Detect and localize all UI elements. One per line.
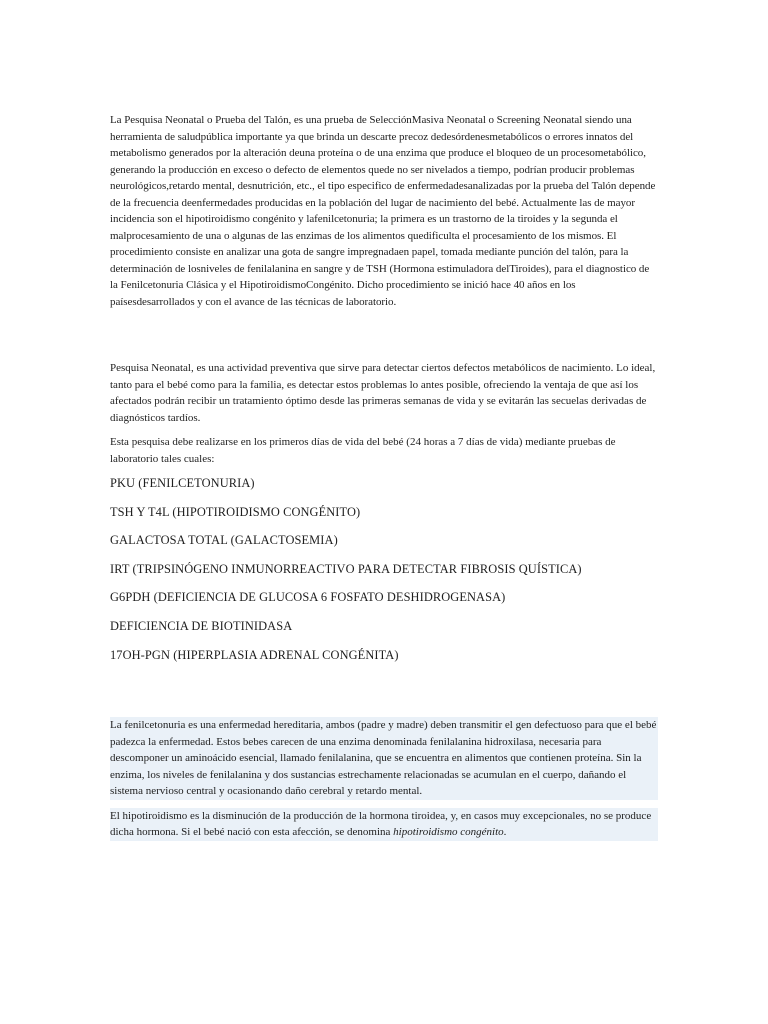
test-item-galactosa: GALACTOSA TOTAL (GALACTOSEMIA) — [110, 533, 338, 548]
test-item-tsh: TSH Y T4L (HIPOTIROIDISMO CONGÉNITO) — [110, 504, 361, 519]
timing-paragraph: Esta pesquisa debe realizarse en los primeros días de vida del bebé (24 horas a 7 días de vida) mediante pruebas de laboratorio tales cuales: — [110, 436, 616, 465]
test-item-pku: PKU (FENILCETONURIA) — [110, 476, 255, 490]
fenilcetonuria-paragraph: La fenilcetonuria es una enfermedad hereditaria, ambos (padre y madre) deben transmitir el gen defectuoso para que el bebé padezca la enfermedad. Estos bebes carecen de una enzima denominada fenilalanina hidroxilasa, necesaria para descomponer un aminoácido esencial, llamado fenilalanina, que se encuentra en alimentos que contienen proteína. Sin la enzima, los niveles de fenilalanina y dos sustancias estrechamente relacionadas se acumulan en el cuerpo, dañando el sistema nervioso central y ocasionando daño cerebral y retardo mental. — [110, 717, 658, 800]
hipotiroidismo-text: El hipotiroidismo es la disminución de la producción de la hormona tiroidea, y, en casos muy excepcionales, no se produce dicha hormona. Si el bebé nació con esta afección, se denomina — [110, 809, 652, 839]
document-page — [110, 112, 658, 841]
test-item-g6pdh: G6PDH (DEFICIENCIA DE GLUCOSA 6 FOSFATO DESHIDROGENASA) — [110, 590, 506, 605]
pesquisa-paragraph: Pesquisa Neonatal, es una actividad preventiva que sirve para detectar ciertos defectos metabólicos de nacimiento. Lo ideal, tanto para el bebé como para la familia, es detectar estos problemas lo antes posible, ofreciendo la ventaja de que así los afectados podrán recibir un tratamiento óptimo desde las primeras semanas de vida y se evitarán las secuelas derivadas de diagnósticos tardíos. — [110, 362, 656, 424]
hipotiroidismo-end: . — [503, 826, 507, 839]
hipotiroidismo-term: hipotiroidismo congénito — [393, 826, 504, 839]
highlighted-section — [108, 717, 658, 841]
test-item-biotinidasa: DEFICIENCIA DE BIOTINIDASA — [110, 618, 293, 633]
intro-paragraph: La Pesquisa Neonatal o Prueba del Talón, es una prueba de SelecciónMasiva Neonatal o Screening Neonatal siendo una herramienta de saludpública importante ya que brinda un descarte precoz dedesórdenesmetabólicos o errores innatos del metabolismo generados por la alteración deuna proteína o de una enzima que produce el bloqueo de un procesometabólico, generando la producción en exceso o defecto de elementos quede no ser nivelados a tiempo, podrían producir problemas neurológicos,retardo mental, desnutrición, etc., el tipo especifico de enfermedadesanalizadas por la prueba del Talón depende de la frecuencia deenfermedades producidas en la población del lugar de nacimiento del bebé. Actualmente las de mayor incidencia son el hipotiroidismo congénito y lafenilcetonuria; la primera es un trastorno de la tiroides y la segunda el malprocesamiento de una o algunas de las enzimas de los alimentos quedificulta el procesamiento de los mismos. El procedimiento consiste en analizar una gota de sangre impregnadaen papel, tomada mediante punción del talón, para la determinación de losniveles de fenilalanina en sangre y de TSH (Hormona estimuladora delTiroides), para el diagnostico de la Fenilcetonuria Clásica y el HipotiroidismoCongénito. Dicho procedimiento se inició hace 40 años en los paísesdesarrollados y con el avance de las técnicas de laboratorio. — [110, 114, 656, 308]
hipotiroidismo-paragraph — [110, 808, 658, 841]
test-item-irt: IRT (TRIPSINÓGENO INMUNORREACTIVO PARA DETECTAR FIBROSIS QUÍSTICA) — [110, 561, 582, 576]
test-item-17oh-pgn: 17OH-PGN (HIPERPLASIA ADRENAL CONGÉNITA) — [110, 647, 399, 662]
test-list — [110, 475, 658, 663]
